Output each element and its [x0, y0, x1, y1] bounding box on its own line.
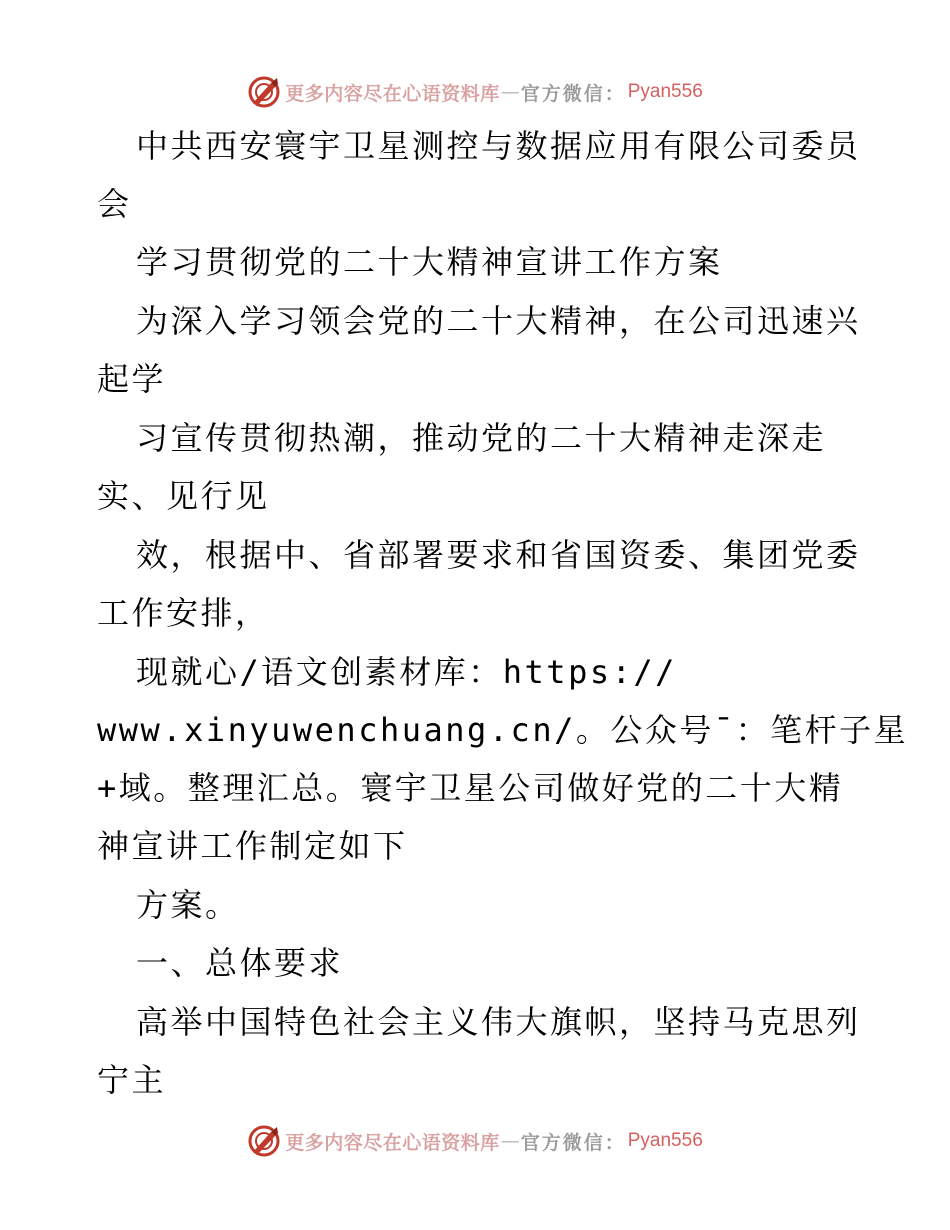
doc-line: www.xinyuwenchuang.cn/。公众号¯：笔杆子星	[97, 711, 909, 749]
pen-logo-icon	[247, 75, 281, 109]
doc-line: 现就心/语文创素材库：https://	[136, 653, 677, 691]
doc-line: 会	[97, 185, 132, 223]
banner-lead-text: 更多内容尽在心语资料库	[285, 1131, 500, 1154]
doc-line: +域。整理汇总。寰宇卫星公司做好党的二十大精	[97, 769, 844, 807]
header-banner	[0, 72, 950, 112]
doc-title: 学习贯彻党的二十大精神宣讲工作方案	[136, 243, 723, 281]
banner-dash: —	[500, 81, 520, 103]
doc-line: 实、见行见	[97, 477, 270, 515]
banner-wechat-label: 官方微信：	[520, 1131, 626, 1154]
banner-wechat-label: 官方微信：	[520, 82, 626, 105]
doc-line: 起学	[97, 360, 167, 398]
doc-line: 工作安排，	[97, 594, 270, 632]
doc-line: 神宣讲工作制定如下	[97, 827, 408, 865]
doc-line: 中共西安寰宇卫星测控与数据应用有限公司委员	[136, 127, 861, 165]
section-heading: 一、总体要求	[136, 944, 344, 982]
pen-logo-icon	[247, 1124, 281, 1158]
footer-banner	[0, 1121, 950, 1161]
doc-line: 效，根据中、省部署要求和省国资委、集团党委	[136, 536, 861, 574]
doc-line: 习宣传贯彻热潮，推动党的二十大精神走深走	[136, 419, 827, 457]
banner-lead-text: 更多内容尽在心语资料库	[285, 82, 500, 105]
banner-wechat-id: Pyan556	[627, 1130, 703, 1151]
banner-wechat-id: Pyan556	[627, 81, 703, 102]
banner-dash: —	[500, 1130, 520, 1152]
doc-line: 高举中国特色社会主义伟大旗帜，坚持马克思列	[136, 1003, 861, 1041]
doc-line: 为深入学习领会党的二十大精神，在公司迅速兴	[136, 302, 861, 340]
doc-line: 方案。	[136, 886, 240, 924]
doc-line: 宁主	[97, 1061, 167, 1099]
